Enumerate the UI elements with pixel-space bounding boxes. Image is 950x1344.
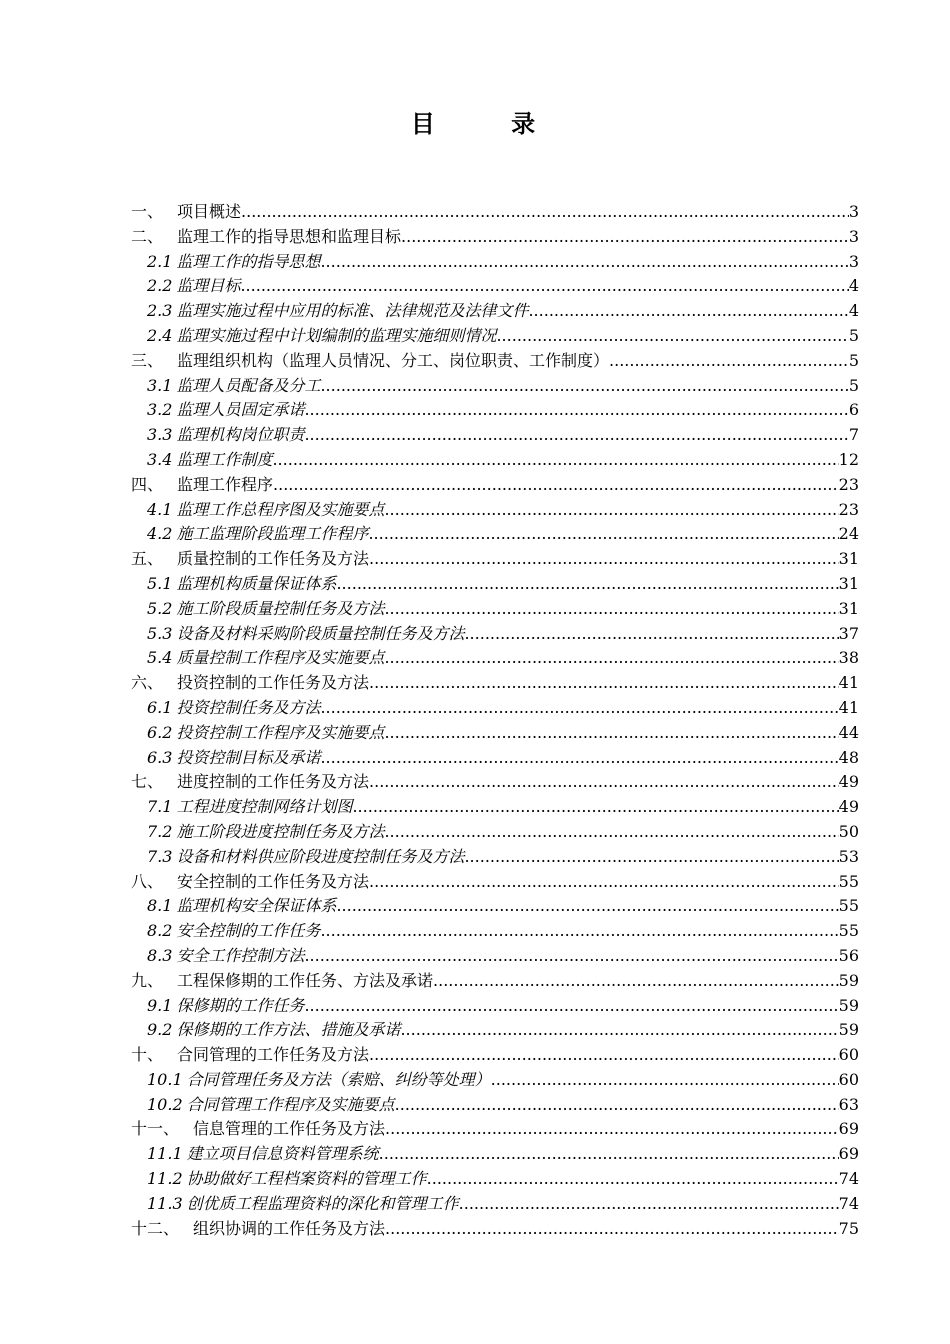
toc-section-entry[interactable] [131,374,859,399]
toc-page-number: 56 [838,945,859,965]
toc-entry-number: 5.3 [147,623,173,643]
toc-dot-leader [273,473,839,498]
toc-section-entry[interactable] [131,696,859,721]
toc-dot-leader [491,1068,839,1093]
toc-entry-number: 四、 [131,474,164,494]
toc-entry-number: 7.1 [147,797,173,817]
table-of-contents [131,200,859,1241]
toc-entry-title: 投资控制任务及方法 [176,697,321,717]
toc-entry-title: 合同管理工作程序及实施要点 [186,1094,395,1114]
toc-chapter-entry[interactable] [131,770,859,795]
toc-section-entry[interactable] [131,994,859,1019]
toc-page-number: 5 [848,325,859,345]
toc-page-number: 4 [848,301,859,321]
toc-dot-leader [384,721,838,746]
toc-page-number: 41 [838,697,859,717]
toc-page-number: 7 [848,425,859,445]
toc-page-number: 59 [838,1020,859,1040]
toc-entry-title: 质量控制工作程序及实施要点 [176,648,385,668]
toc-entry-number: 九、 [131,970,164,990]
toc-section-entry[interactable] [131,1018,859,1043]
toc-page-number: 31 [838,573,859,593]
toc-page-number: 75 [838,1218,859,1238]
toc-entry-title: 投资控制目标及承诺 [176,747,321,767]
toc-page-number: 50 [838,821,859,841]
toc-page-number: 59 [838,995,859,1015]
toc-entry-title: 监理工作的指导思想和监理目标 [177,226,402,246]
toc-section-entry[interactable] [131,498,859,523]
toc-section-entry[interactable] [131,919,859,944]
toc-entry-title: 保修期的工作任务 [176,995,305,1015]
toc-dot-leader [336,572,838,597]
toc-entry-number: 3.2 [147,400,173,420]
toc-entry-number: 3.1 [147,375,173,395]
toc-page-number: 55 [838,921,859,941]
toc-entry-title: 设备及材料采购阶段质量控制任务及方法 [176,623,465,643]
toc-dot-leader [272,448,838,473]
toc-section-entry[interactable] [131,299,859,324]
toc-page-number: 60 [838,1069,859,1089]
toc-entry-title: 施工监理阶段监理工作程序 [176,524,369,544]
toc-entry-number: 8.1 [147,896,173,916]
toc-dot-leader [528,299,848,324]
toc-entry-title: 保修期的工作方法、措施及承诺 [176,1020,401,1040]
toc-page-number: 31 [838,549,859,569]
toc-page-number: 3 [848,251,859,271]
toc-entry-title: 进度控制的工作任务及方法 [177,772,370,792]
toc-dot-leader [304,423,848,448]
toc-entry-title: 安全工作控制方法 [176,945,305,965]
toc-dot-leader [369,770,839,795]
toc-entry-title: 投资控制的工作任务及方法 [177,673,370,693]
toc-section-entry[interactable] [131,324,859,349]
toc-page-number: 23 [838,474,859,494]
toc-dot-leader [368,522,838,547]
toc-section-entry[interactable] [131,622,859,647]
toc-page-number: 4 [848,276,859,296]
toc-section-entry[interactable] [131,795,859,820]
toc-chapter-entry[interactable] [131,473,859,498]
toc-section-entry[interactable] [131,1142,859,1167]
toc-entry-number: 7.2 [147,821,173,841]
toc-dot-leader [459,1192,839,1217]
toc-page-number: 3 [848,226,859,246]
toc-dot-leader [384,597,838,622]
toc-entry-number: 7.3 [147,846,173,866]
toc-page-number: 5 [848,375,859,395]
toc-dot-leader [304,994,838,1019]
toc-page-number: 5 [848,350,859,370]
toc-dot-leader [320,696,838,721]
toc-entry-title: 工程进度控制网络计划图 [176,797,353,817]
toc-chapter-entry[interactable] [131,671,859,696]
toc-dot-leader [336,894,838,919]
toc-dot-leader [384,820,838,845]
toc-chapter-entry[interactable] [131,969,859,994]
toc-section-entry[interactable] [131,1192,859,1217]
toc-dot-leader [427,1167,839,1192]
toc-entry-title: 设备和材料供应阶段进度控制任务及方法 [176,846,465,866]
toc-chapter-entry[interactable] [131,1217,859,1242]
toc-entry-number: 11.2 [147,1169,183,1189]
toc-section-entry[interactable] [131,1093,859,1118]
toc-entry-title: 质量控制的工作任务及方法 [177,549,370,569]
toc-entry-number: 3.4 [147,449,173,469]
toc-entry-title: 监理实施过程中计划编制的监理实施细则情况 [176,325,497,345]
toc-dot-leader [369,870,839,895]
toc-section-entry[interactable] [131,746,859,771]
toc-dot-leader [369,671,839,696]
toc-entry-number: 七、 [131,772,164,792]
toc-entry-number: 2.1 [147,251,173,271]
toc-dot-leader [496,324,848,349]
toc-page-number: 6 [848,400,859,420]
toc-entry-number: 9.2 [147,1020,173,1040]
toc-entry-number: 6.3 [147,747,173,767]
toc-entry-title: 监理工作制度 [176,449,273,469]
toc-entry-number: 一、 [131,202,164,221]
toc-entry-title: 监理工作总程序图及实施要点 [176,499,385,519]
toc-section-entry[interactable] [131,646,859,671]
toc-entry-title: 合同管理任务及方法（索赔、纠纷等处理） [186,1069,491,1089]
toc-chapter-entry[interactable] [131,1117,859,1142]
toc-page-number: 48 [838,747,859,767]
toc-entry-number: 二、 [131,226,164,246]
toc-entry-title: 协助做好工程档案资料的管理工作 [186,1169,427,1189]
toc-entry-title: 合同管理的工作任务及方法 [177,1045,370,1065]
toc-section-entry[interactable] [131,1068,859,1093]
toc-entry-number: 2.2 [147,276,173,296]
toc-chapter-entry[interactable] [131,200,859,225]
toc-entry-title: 监理工作的指导思想 [176,251,321,271]
toc-page-number: 60 [838,1045,859,1065]
toc-entry-number: 三、 [131,350,164,370]
toc-page-number: 3 [848,202,859,221]
toc-page-number: 63 [838,1094,859,1114]
toc-dot-leader [400,1018,838,1043]
toc-entry-title: 安全控制的工作任务及方法 [177,871,370,891]
toc-entry-number: 4.1 [147,499,173,519]
toc-entry-number: 六、 [131,673,164,693]
toc-entry-number: 五、 [131,549,164,569]
toc-dot-leader [320,374,848,399]
toc-entry-title: 投资控制工作程序及实施要点 [176,722,385,742]
toc-page-number: 24 [838,524,859,544]
toc-page-number: 23 [838,499,859,519]
toc-entry-title: 监理机构安全保证体系 [176,896,337,916]
toc-entry-number: 8.3 [147,945,173,965]
toc-page-number: 12 [838,449,859,469]
toc-entry-number: 11.3 [147,1193,183,1213]
toc-entry-number: 十、 [131,1045,164,1065]
page-title: 目 录 [410,109,570,138]
toc-page-number: 49 [838,797,859,817]
toc-page-number: 55 [838,896,859,916]
toc-dot-leader [385,1117,839,1142]
toc-entry-number: 八、 [131,871,164,891]
toc-page-number: 53 [838,846,859,866]
toc-entry-title: 监理目标 [176,276,241,296]
toc-dot-leader [609,349,849,374]
toc-chapter-entry[interactable] [131,1043,859,1068]
toc-entry-number: 5.1 [147,573,173,593]
toc-section-entry[interactable] [131,398,859,423]
toc-dot-leader [320,250,848,275]
toc-entry-number: 10.1 [147,1069,183,1089]
toc-dot-leader [352,795,838,820]
toc-entry-title: 组织协调的工作任务及方法 [193,1218,386,1238]
toc-entry-number: 10.2 [147,1094,183,1114]
toc-entry-title: 施工阶段质量控制任务及方法 [176,598,385,618]
toc-dot-leader [369,547,839,572]
toc-dot-leader [241,200,849,225]
toc-entry-title: 工程保修期的工作任务、方法及承诺 [177,970,434,990]
toc-entry-title: 施工阶段进度控制任务及方法 [176,821,385,841]
toc-entry-number: 十二、 [131,1218,180,1238]
toc-section-entry[interactable] [131,944,859,969]
toc-entry-title: 监理实施过程中应用的标准、法律规范及法律文件 [176,301,529,321]
toc-entry-number: 3.3 [147,425,173,445]
toc-entry-title: 项目概述 [177,202,242,221]
toc-page-number: 38 [838,648,859,668]
toc-dot-leader [304,944,838,969]
toc-dot-leader [384,646,838,671]
toc-chapter-entry[interactable] [131,870,859,895]
toc-chapter-entry[interactable] [131,349,859,374]
toc-dot-leader [369,1043,839,1068]
toc-entry-number: 6.2 [147,722,173,742]
toc-section-entry[interactable] [131,894,859,919]
toc-dot-leader [240,274,848,299]
toc-section-entry[interactable] [131,820,859,845]
toc-section-entry[interactable] [131,423,859,448]
toc-dot-leader [401,225,849,250]
toc-dot-leader [379,1142,839,1167]
toc-page-number: 49 [838,772,859,792]
toc-dot-leader [320,746,838,771]
toc-page-number: 55 [838,871,859,891]
toc-entry-title: 信息管理的工作任务及方法 [193,1119,386,1139]
toc-entry-number: 2.4 [147,325,173,345]
toc-dot-leader [384,498,838,523]
toc-page-number: 31 [838,598,859,618]
toc-chapter-entry[interactable] [131,225,859,250]
toc-dot-leader [464,622,838,647]
toc-section-entry[interactable] [131,250,859,275]
toc-dot-leader [395,1093,839,1118]
toc-page-number: 74 [838,1193,859,1213]
toc-entry-title: 监理工作程序 [177,474,274,494]
toc-entry-number: 6.1 [147,697,173,717]
toc-entry-title: 创优质工程监理资料的深化和管理工作 [186,1193,459,1213]
toc-dot-leader [320,919,838,944]
toc-dot-leader [464,845,838,870]
toc-entry-title: 监理人员固定承诺 [176,400,305,420]
toc-chapter-entry[interactable] [131,547,859,572]
toc-page-number: 44 [838,722,859,742]
toc-entry-number: 9.1 [147,995,173,1015]
toc-entry-title: 安全控制的工作任务 [176,921,321,941]
toc-section-entry[interactable] [131,1167,859,1192]
toc-entry-title: 建立项目信息资料管理系统 [186,1144,379,1164]
toc-entry-number: 4.2 [147,524,173,544]
toc-page-number: 41 [838,673,859,693]
toc-section-entry[interactable] [131,721,859,746]
toc-entry-number: 11.1 [147,1144,183,1164]
toc-section-entry[interactable] [131,845,859,870]
toc-entry-title: 监理机构质量保证体系 [176,573,337,593]
toc-section-entry[interactable] [131,274,859,299]
toc-page-number: 69 [838,1119,859,1139]
toc-entry-number: 十一、 [131,1119,180,1139]
toc-dot-leader [433,969,839,994]
toc-dot-leader [304,398,848,423]
toc-page-number: 74 [838,1169,859,1189]
toc-entry-title: 监理组织机构（监理人员情况、分工、岗位职责、工作制度） [177,350,610,370]
toc-section-entry[interactable] [131,597,859,622]
toc-entry-number: 5.2 [147,598,173,618]
toc-section-entry[interactable] [131,522,859,547]
toc-section-entry[interactable] [131,448,859,473]
toc-page-number: 59 [838,970,859,990]
toc-dot-leader [385,1217,839,1242]
toc-entry-number: 8.2 [147,921,173,941]
toc-entry-number: 5.4 [147,648,173,668]
toc-page-number: 37 [838,623,859,643]
toc-entry-title: 监理人员配备及分工 [176,375,321,395]
toc-entry-title: 监理机构岗位职责 [176,425,305,445]
toc-section-entry[interactable] [131,572,859,597]
toc-entry-number: 2.3 [147,301,173,321]
toc-page-number: 69 [838,1144,859,1164]
